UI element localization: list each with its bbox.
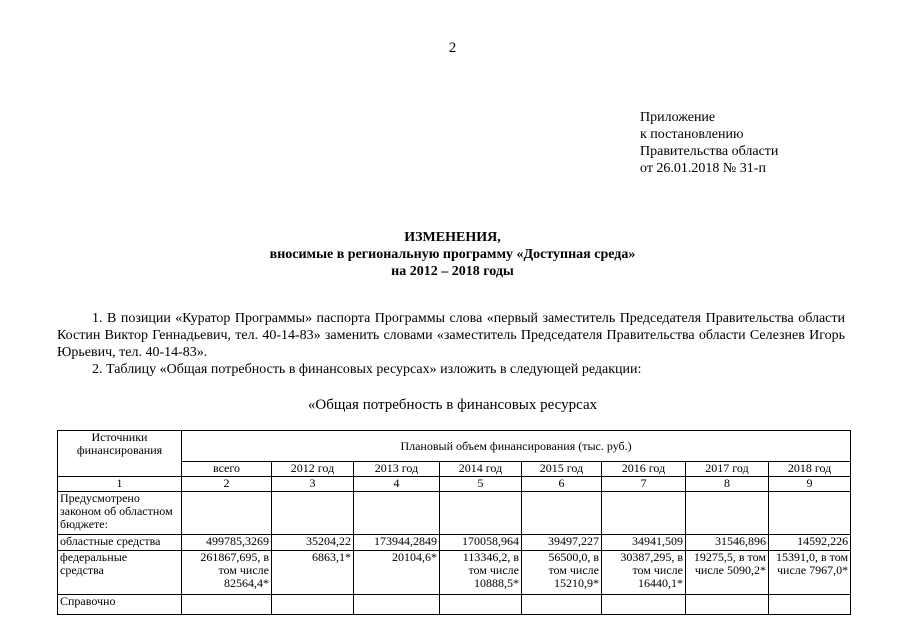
table-row-federal — [58, 551, 851, 595]
table-cell — [522, 595, 602, 615]
document-title — [0, 229, 905, 280]
table-cell — [686, 492, 769, 535]
table-cell: 6863,1* — [272, 551, 354, 595]
table-cell — [354, 595, 440, 615]
appendix-date-line: от 26.01.2018 № 31-п — [640, 161, 766, 176]
appendix-line: Правительства области — [640, 144, 779, 159]
table-cell — [602, 595, 686, 615]
table-cell — [354, 492, 440, 535]
page-number: 2 — [448, 40, 457, 56]
header-sources: Источники финансирования — [58, 431, 182, 477]
table-row-reference — [58, 595, 851, 615]
row-label-reference: Справочно — [58, 595, 182, 615]
column-number: 2 — [182, 477, 272, 492]
table-cell: 31546,896 — [686, 535, 769, 551]
paragraph-2: 2. Таблицу «Общая потребность в финансовых ресурсах» изложить в следующей редакции: — [92, 362, 642, 377]
table-cell: 30387,295, в том числе 16440,1* — [602, 551, 686, 595]
column-header: 2018 год — [769, 462, 851, 477]
table-cell: 19275,5, в том числе 5090,2* — [686, 551, 769, 595]
appendix-line: к постановлению — [640, 127, 744, 142]
column-number: 5 — [440, 477, 522, 492]
financing-table — [57, 430, 851, 615]
table-row — [58, 492, 851, 535]
table-cell: 170058,964 — [440, 535, 522, 551]
row-label-regional: областные средства — [58, 535, 182, 551]
table-cell — [769, 595, 851, 615]
header-planned: Плановый объем финансирования (тыс. руб.) — [182, 431, 851, 462]
table-cell: 56500,0, в том числе 15210,9* — [522, 551, 602, 595]
appendix-line: Приложение — [640, 110, 716, 125]
table-cell — [272, 492, 354, 535]
column-header: 2016 год — [602, 462, 686, 477]
table-cell — [440, 492, 522, 535]
row-label-federal: федеральные средства — [58, 551, 182, 595]
column-number: 9 — [769, 477, 851, 492]
table-cell — [522, 492, 602, 535]
table-caption: «Общая потребность в финансовых ресурсах — [307, 397, 598, 413]
title-line: вносимые в региональную программу «Доступная среда» — [269, 247, 636, 262]
column-number: 4 — [354, 477, 440, 492]
table-cell — [602, 492, 686, 535]
column-number: 8 — [686, 477, 769, 492]
table-cell: 499785,3269 — [182, 535, 272, 551]
table-cell: 20104,6* — [354, 551, 440, 595]
table-cell: 39497,227 — [522, 535, 602, 551]
table-cell: 113346,2, в том числе 10888,5* — [440, 551, 522, 595]
column-number: 3 — [272, 477, 354, 492]
paragraph-1: 1. В позиции «Куратор Программы» паспорта Программы слова «первый заместитель Председателя Правительства области Костин Виктор Геннадьевич, тел. 40-14-83» заменить словами «заместитель Председателя Правительства области Селезнев Игорь Юрьевич, тел. 40-14-83». — [57, 311, 845, 360]
table-cell: 261867,695, в том числе 82564,4* — [182, 551, 272, 595]
column-header: 2017 год — [686, 462, 769, 477]
column-header: всего — [182, 462, 272, 477]
column-number-row — [58, 477, 851, 492]
table-cell — [182, 492, 272, 535]
appendix-block — [640, 109, 778, 177]
table-cell — [272, 595, 354, 615]
column-header: 2015 год — [522, 462, 602, 477]
row-label-provided: Предусмотрено законом об областном бюджете: — [58, 492, 182, 535]
table-cell: 173944,2849 — [354, 535, 440, 551]
table-cell: 14592,226 — [769, 535, 851, 551]
table-cell — [769, 492, 851, 535]
column-number: 7 — [602, 477, 686, 492]
title-line: на 2012 – 2018 годы — [391, 264, 514, 279]
table-header-row — [58, 431, 851, 462]
title-line: ИЗМЕНЕНИЯ, — [404, 230, 501, 245]
column-number: 6 — [522, 477, 602, 492]
table-cell — [182, 595, 272, 615]
table-cell: 15391,0, в том числе 7967,0* — [769, 551, 851, 595]
table-row-regional — [58, 535, 851, 551]
column-header: 2014 год — [440, 462, 522, 477]
column-number: 1 — [58, 477, 182, 492]
table-cell: 34941,509 — [602, 535, 686, 551]
table-cell — [440, 595, 522, 615]
table-cell: 35204,22 — [272, 535, 354, 551]
column-header: 2013 год — [354, 462, 440, 477]
column-header: 2012 год — [272, 462, 354, 477]
table-cell — [686, 595, 769, 615]
